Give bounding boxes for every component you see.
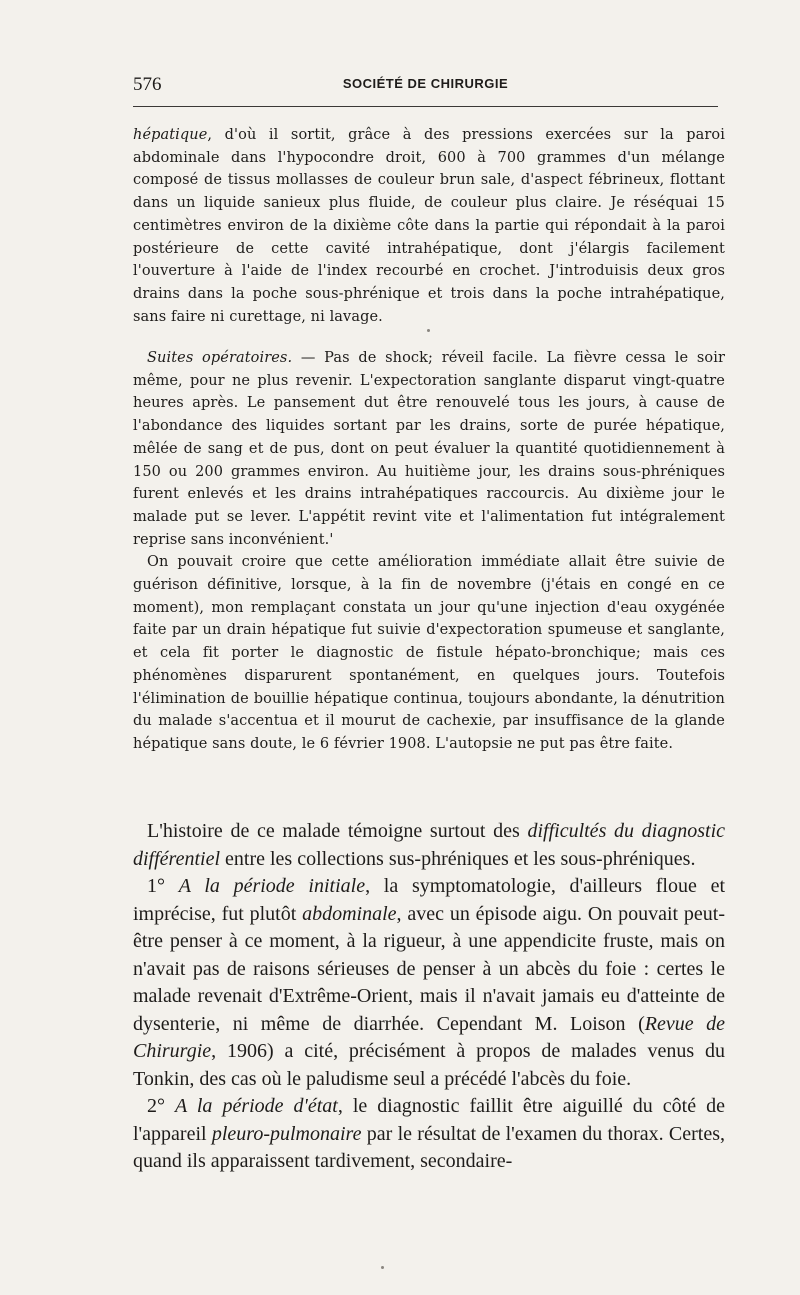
paragraph-text: par le résultat de l'examen du thorax. Certes, quand ils apparaissent tardivement, secondaire- [133,1122,725,1172]
print-speck [427,329,430,332]
paragraph-text: entre les collections sus-phréniques et les sous-phréniques. [220,847,696,870]
paragraph-evolution [133,551,725,755]
paragraph-text: , avec un épisode aigu. On pouvait peut-être penser à ce moment, à la rigueur, à une appendicite fruste, mais on n'avait pas de raisons sérieuses de penser à un abcès du foie : certes le malade revenait d'Extrême-Orient, mais il n'avait jamais eu d'atteinte de dysenterie, ni même de diarrhée. Cependant M. Loison ( [133,902,725,1035]
small-print-block [133,124,725,328]
page-header [133,70,718,100]
paragraph-lead-italic: hépatique [133,127,208,143]
paragraph-italic: A la période d'état [175,1095,338,1117]
paragraph-text: , 1906) a cité, précisément à propos de malades venus du Tonkin, des cas où le paludisme seul a précédé l'abcès du foie. [133,1040,725,1090]
paragraph-state-period [133,1093,725,1176]
paragraph-history [133,818,725,873]
paragraph-lead-italic: Suites opératoires. [147,350,293,366]
page-number: 576 [133,74,162,95]
paragraph-text: , la symptomatologie, d'ailleurs floue et imprécise, fut plutôt [133,875,726,925]
print-speck [381,1266,384,1269]
paragraph-text: — Pas de shock; réveil facile. La fièvre cessa le soir même, pour ne plus revenir. L'expectoration sanglante disparut vingt-quatre heures après. Le pansement dut être renouvelé tous les jours, à cause de l'abondance des liquides sortant par les drains, sorte de purée hépatique, mêlée de sang et de pus, dont on peut évaluer la quantité quotidiennement à 150 ou 200 grammes environ. Au huitième jour, les drains sous-phréniques furent enlevés et les drains intrahépatiques raccourcis. Au dixième jour le malade put se lever. L'appétit revint vite et l'alimentation fut intégralement reprise sans inconvénient.' [133,350,725,548]
running-title: SOCIÉTÉ DE CHIRURGIE [342,76,509,91]
paragraph-text: L'histoire de ce malade témoigne surtout des [147,820,528,842]
paragraph-number: 2° [147,1095,165,1117]
paragraph-italic: pleuro-pulmonaire [211,1122,362,1145]
main-text-block [133,818,725,1176]
paragraph-operation-end [133,124,725,328]
paragraph-number: 1° [147,875,165,897]
paragraph-italic: abdominale [302,902,397,925]
paragraph-italic: difficultés du diagnostic différentiel [133,820,725,870]
header-rule [133,106,718,107]
paragraph-italic: Revue de Chirurgie [133,1012,725,1062]
paragraph-text: On pouvait croire que cette amélioration immédiate allait être suivie de guérison définitive, lorsque, à la fin de novembre (j'étais en congé en ce moment), mon remplaçant constata un jour qu'une injection d'eau oxygénée faite par un drain hépatique fut suivie d'expectoration spumeuse et sanglante, et cela fit porter le diagnostic de fistule hépato-bronchique; mais ces phénomènes disparurent spontanément, en quelques jours. Toutefois l'élimination de bouillie hépatique continua, toujours abondante, la dénutrition du malade s'accentua et il mourut de cachexie, par insuffisance de la glande hépatique sans doute, le 6 février 1908. L'autopsie ne put pas être faite. [133,554,725,752]
paragraph-text: , d'où il sortit, grâce à des pressions exercées sur la paroi abdominale dans l'hypocondre droit, 600 à 700 grammes d'un mélange composé de tissus mollasses de couleur brun sale, d'aspect fébrineux, flottant dans un liquide sanieux plus fluide, de couleur plus claire. Je réséquai 15 centimètres environ de la dixième côte dans la partie qui répondait à la paroi postérieure de cette cavité intrahépatique, dont j'élargis facilement l'ouverture à l'aide de l'index recourbé en crochet. J'introduisis deux gros drains dans la poche sous-phrénique et trois dans la poche intrahépatique, sans faire ni curettage, ni lavage. [133,127,725,325]
paragraph-text: , le diagnostic faillit être aiguillé du côté de l'appareil [133,1095,726,1145]
paragraph-initial-period [133,873,725,1093]
paragraph-italic: A la période initiale [178,875,366,897]
small-print-block-2 [133,347,725,756]
paragraph-suites-operatoires [133,347,725,551]
